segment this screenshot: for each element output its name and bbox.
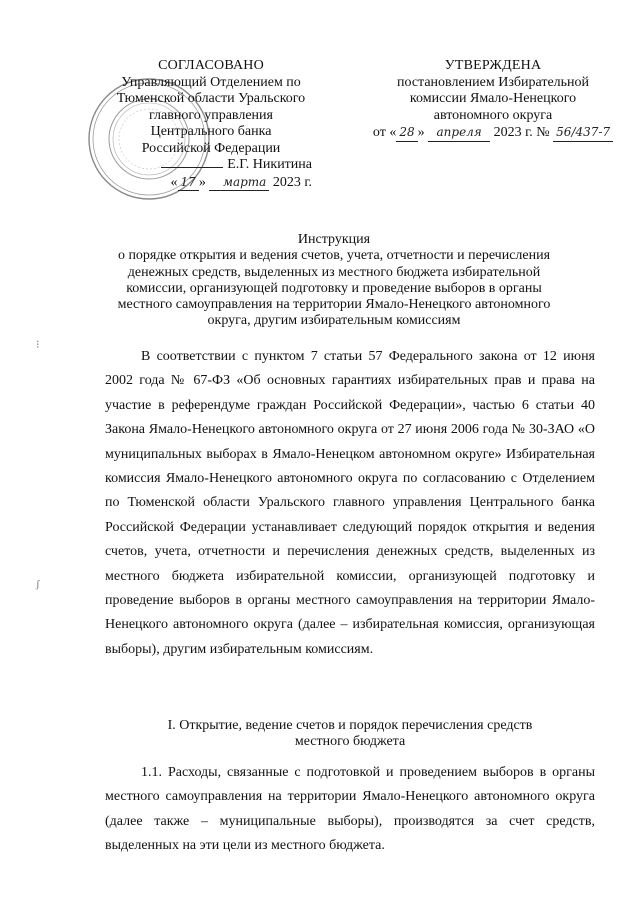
section-heading-line: местного бюджета [294,734,406,749]
approval-right-date-month: апреля [428,124,490,142]
approval-right-line: постановлением Избирательной [396,74,590,90]
title-line: Инструкция [297,232,371,247]
approval-block-left [100,58,322,191]
approval-block-right [362,58,624,142]
approval-left-title: СОГЛАСОВАНО [158,58,264,73]
margin-mark: ʃ [36,578,40,590]
section-heading [105,718,595,750]
document-title [96,232,572,330]
approval-left-line: Российской Федерации [141,140,281,156]
signature-line [161,167,223,168]
title-line: о порядке открытия и ведения счетов, учета, отчетности и перечисления [117,248,551,264]
title-line: округа, другим избирательным комиссиям [207,313,461,329]
title-line: местного самоуправления на территории Ямало-Ненецкого автономного [117,297,551,313]
approval-right-date-prefix: от « [372,125,397,140]
approval-right-date-mid: » [417,125,425,140]
title-line: комиссии, организующей подготовку и проведение выборов в органы [126,280,542,296]
approval-left-line: Управляющий Отделением по [121,74,301,90]
approval-right-number: 56/437-7 [553,124,613,142]
approval-right-line: комиссии Ямало-Ненецкого [409,91,577,106]
approval-left-line: главного управления [149,107,273,123]
approval-left-date-suffix: 2023 г. [272,174,312,190]
approval-right-line: автономного округа [433,107,553,123]
approval-left-date-prefix: « [170,174,178,190]
margin-mark: ⁝ [36,339,40,351]
approval-right-date-day: 28 [396,124,417,142]
approval-left-line: Тюменской области Уральского [116,91,306,106]
approval-left-date-mid: » [198,174,206,190]
paragraph-preamble: В соответствии с пунктом 7 статьи 57 Федерального закона от 12 июня 2002 года № 67-ФЗ «Об основных гарантиях избирательных прав и права на участие в референдуме граждан Российской Федерации», частью 6 статьи 40 Закона Ямало-Ненецкого автономного округа от 27 июня 2006 года № 30-ЗАО «О муниципальных выборах в Ямало-Ненецком автономном округе» Избирательная комиссия Ямало-Ненецкого автономного округа по согласованию с Отделением по Тюменской области Уральского главного управления Центрального банка Российской Федерации устанавливает следующий порядок открытия и ведения счетов, учета, отчетности и перечисления денежных средств, выделенных из местного бюджета избирательной комиссии, организующей подготовку и проведение выборов в органы местного самоуправления на территории Ямало-Ненецкого автономного округа (далее – избирательная комиссия, организующая выборы), другим избирательным комиссиям. [105,349,595,657]
approval-right-title: УТВЕРЖДЕНА [444,58,542,73]
section-heading-line: I. Открытие, ведение счетов и порядок перечисления средств [167,718,533,733]
approval-left-date-month: марта [209,174,269,192]
approval-right-date-suffix: 2023 г. № [493,125,550,140]
title-line: денежных средств, выделенных из местного бюджета избирательной [127,264,541,280]
approval-left-date-day: 17 [178,174,199,192]
paragraph-1-1: 1.1. Расходы, связанные с подготовкой и проведением выборов в органы местного самоуправления на территории Ямало-Ненецкого автономного округа (далее также – муниципальные выборы), производятся за счет средств, выделенных на эти цели из местного бюджета. [105,765,595,854]
approval-left-signer: Е.Г. Никитина [227,157,312,172]
approval-left-line: Центрального банка [150,124,272,139]
